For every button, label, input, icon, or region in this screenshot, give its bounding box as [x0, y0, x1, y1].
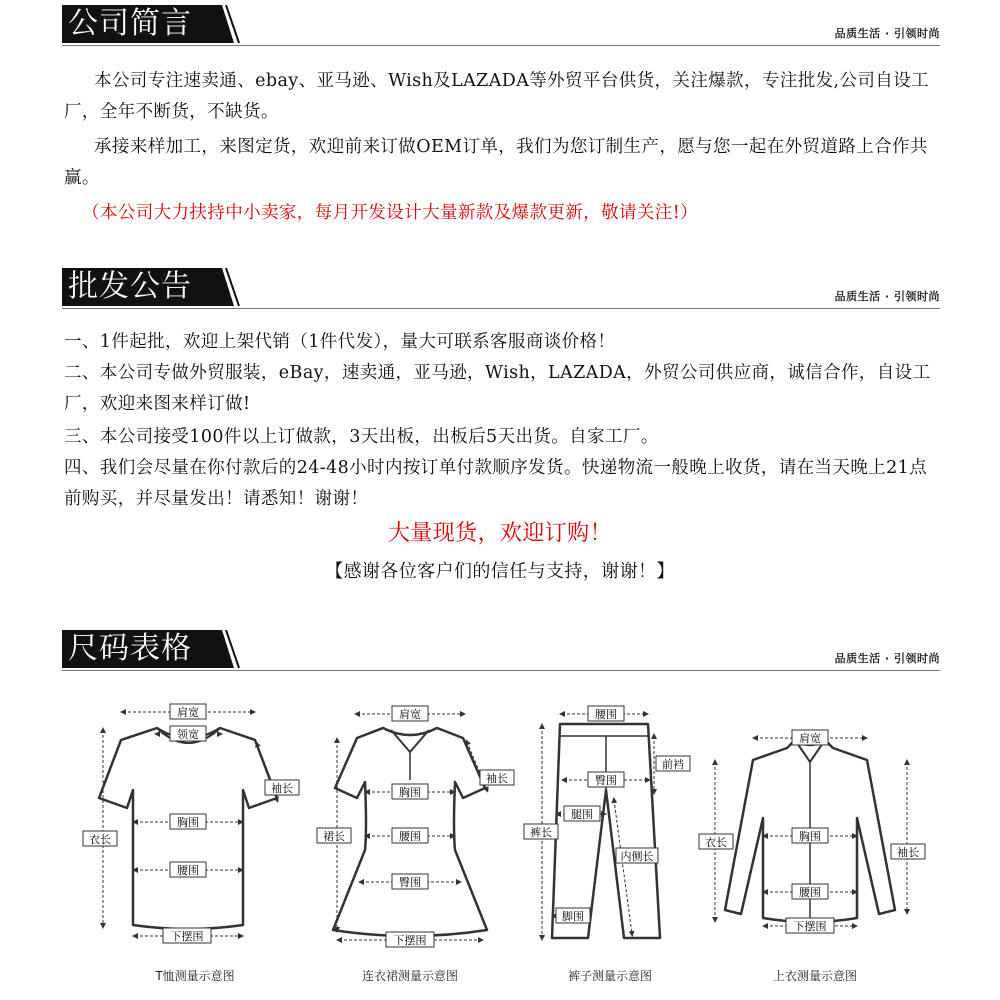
label-shoulder: 肩宽 — [177, 706, 199, 719]
label-chest: 胸围 — [799, 830, 821, 843]
label-sleeve: 袖长 — [897, 846, 919, 859]
header-slogan: 品质生活 · 引领时尚 — [834, 652, 940, 665]
section-title-size: 尺码表格 — [62, 630, 218, 668]
label-waist: 腰围 — [399, 830, 421, 843]
label-waist: 腰围 — [799, 886, 821, 899]
header-slant-decoration — [212, 630, 292, 670]
label-rise: 前裆 — [662, 758, 684, 771]
header-slant-decoration — [212, 268, 292, 308]
shirt-caption: 上衣测量示意图 — [772, 969, 857, 983]
tshirt-caption: T恤测量示意图 — [155, 969, 235, 983]
thanks-notice: 【感谢各位客户们的信任与支持，谢谢！】 — [325, 561, 675, 582]
wholesale-item-1: 一、1件起批，欢迎上架代销（1件代发），量大可联系客服商谈价格！ — [64, 332, 616, 352]
intro-paragraph-1: 本公司专注速卖通、ebay、亚马逊、Wish及LAZADA等外贸平台供货，关注爆款，专注批发,公司自设工厂，全年不断货，不缺货。 — [64, 71, 929, 122]
tshirt-diagram — [75, 700, 305, 955]
intro-paragraph-2: 承接来样加工，来图定货，欢迎前来订做OEM订单，我们为您订制生产，愿与您一起在外贸道路上合作共赢。 — [64, 137, 928, 188]
label-thigh: 腿围 — [571, 808, 593, 821]
label-inseam: 内侧长 — [620, 850, 654, 863]
label-waist: 腰围 — [595, 708, 617, 721]
label-chest: 胸围 — [177, 816, 199, 829]
label-leg: 脚围 — [562, 910, 584, 923]
label-hem: 下摆围 — [170, 930, 204, 943]
intro-red-notice: （本公司大力扶持中小卖家，每月开发设计大量新款及爆款更新，敬请关注!） — [82, 203, 699, 223]
dress-diagram — [305, 700, 520, 955]
section-header-intro — [62, 5, 940, 45]
label-chest: 胸围 — [399, 786, 421, 799]
label-waist: 腰围 — [177, 864, 199, 877]
label-collar: 领宽 — [177, 728, 199, 741]
label-hem: 下摆围 — [393, 934, 427, 947]
section-title-intro: 公司简言 — [62, 5, 218, 43]
label-hip: 臀围 — [399, 876, 421, 889]
pants-caption: 裤子测量示意图 — [567, 969, 652, 983]
section-header-wholesale — [62, 268, 940, 308]
header-slogan: 品质生活 · 引领时尚 — [834, 27, 940, 40]
stock-notice: 大量现货，欢迎订购！ — [387, 521, 612, 546]
section-header-size — [62, 630, 940, 670]
label-sleeve: 袖长 — [486, 772, 508, 785]
header-divider — [62, 45, 940, 46]
label-sleeve: 袖长 — [271, 782, 293, 795]
shirt-diagram — [695, 700, 935, 955]
section-title-wholesale: 批发公告 — [62, 268, 218, 306]
dress-caption: 连衣裙测量示意图 — [361, 969, 458, 983]
pants-diagram — [520, 700, 700, 955]
header-divider — [62, 308, 940, 309]
label-hem: 下摆围 — [793, 920, 827, 933]
header-slogan: 品质生活 · 引领时尚 — [834, 290, 940, 303]
label-shoulder: 肩宽 — [399, 708, 421, 721]
label-length: 裤长 — [530, 826, 552, 839]
label-length: 衣长 — [89, 833, 111, 846]
header-slant-decoration — [212, 5, 292, 45]
label-shoulder: 肩宽 — [799, 732, 821, 745]
label-hip: 臀围 — [595, 774, 617, 787]
wholesale-item-2: 二、本公司专做外贸服装，eBay，速卖通，亚马逊，Wish，LAZADA，外贸公司供应商，诚信合作，自设工厂，欢迎来图来样订做! — [64, 363, 931, 414]
wholesale-item-4: 四、我们会尽量在你付款后的24-48小时内按订单付款顺序发货。快递物流一般晚上收货，请在当天晚上21点前购买，并尽量发出！请悉知！谢谢！ — [64, 458, 928, 509]
label-length: 裙长 — [323, 830, 345, 843]
wholesale-item-3: 三、本公司接受100件以上订做款，3天出板，出板后5天出货。自家工厂。 — [64, 427, 659, 447]
label-length: 衣长 — [705, 836, 727, 849]
header-divider — [62, 670, 940, 671]
